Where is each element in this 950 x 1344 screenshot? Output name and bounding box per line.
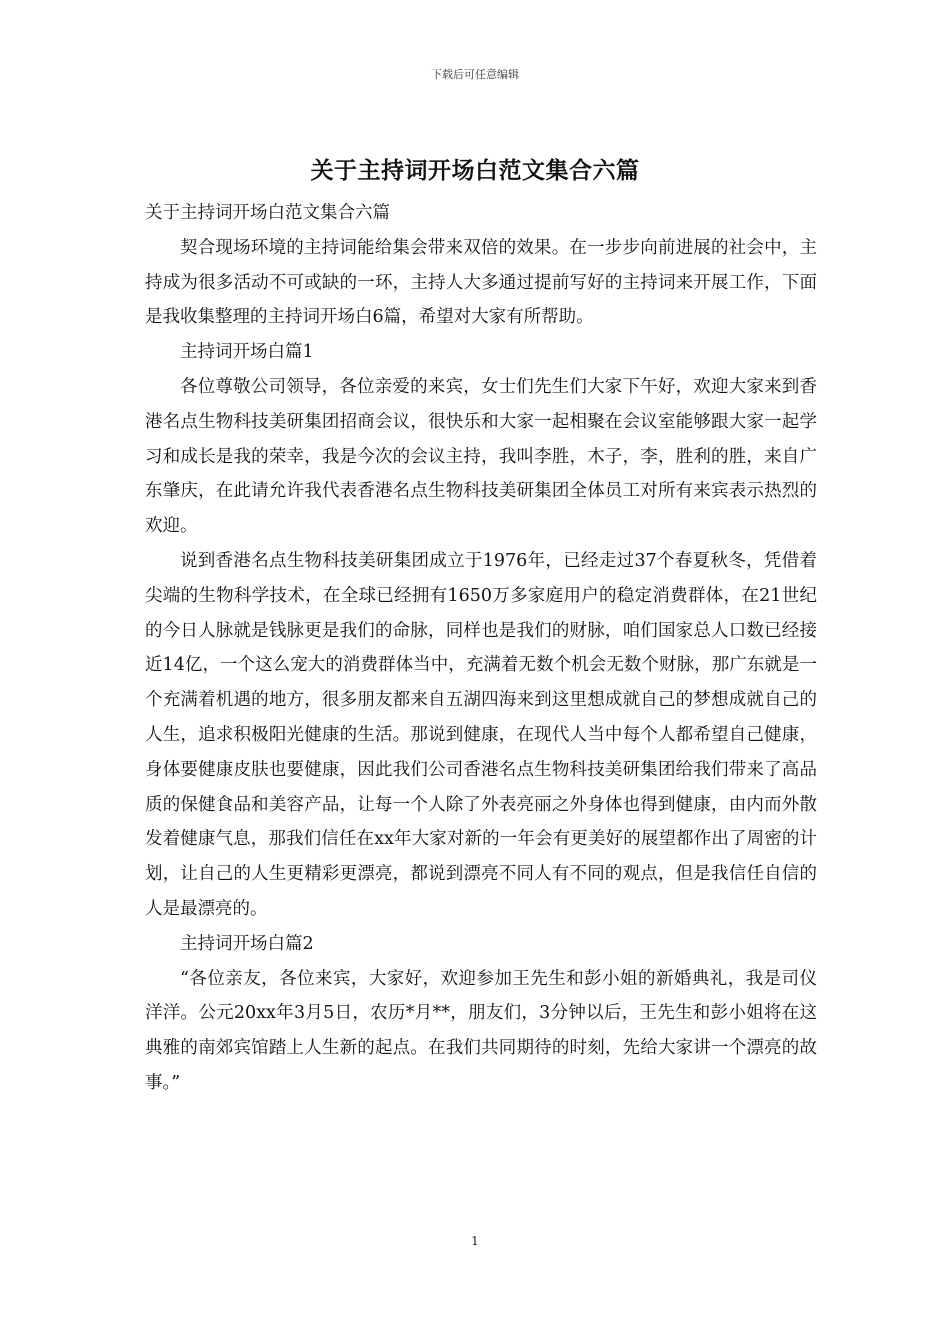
- section-2-paragraph-1: “各位亲友，各位来宾，大家好，欢迎参加王先生和彭小姐的新婚典礼，我是司仪洋洋。公元20xx年3月5日，农历*月**，朋友们，3分钟以后，王先生和彭小姐将在这典雅的南郊宾馆踏上人生新的起点。在我们共同期待的时刻，先给大家讲一个漂亮的故事。”: [145, 968, 817, 1093]
- page-header: 下载后可任意编辑: [431, 68, 519, 81]
- intro-paragraph: 契合现场环境的主持词能给集会带来双倍的效果。在一步步向前进展的社会中，主持成为很多活动不可或缺的一环，主持人大多通过提前写好的主持词来开展工作，下面是我收集整理的主持词开场白6篇，希望对大家有所帮助。: [145, 237, 817, 328]
- subtitle-line: 关于主持词开场白范文集合六篇: [145, 203, 390, 223]
- section-1-paragraph-2: 说到香港名点生物科技美研集团成立于1976年，已经走过37个春夏秋冬，凭借着尖端的生物科学技术，在全球已经拥有1650万多家庭用户的稳定消费群体，在21世纪的今日人脉就是钱脉更是我们的命脉，同样也是我们的财脉，咱们国家总人口数已经接近14亿，一个这么宠大的消费群体当中，充满着无数个机会无数个财脉，那广东就是一个充满着机遇的地方，很多朋友都来自五湖四海来到这里想成就自己的梦想成就自己的人生，追求积极阳光健康的生活。那说到健康，在现代人当中每个人都希望自己健康，身体要健康皮肤也要健康，因此我们公司香港名点生物科技美研集团给我们带来了高品质的保健食品和美容产品，让每一个人除了外表亮丽之外身体也得到健康，由内而外散发着健康气息，那我们信任在xx年大家对新的一年会有更美好的展望都作出了周密的计划，让自己的人生更精彩更漂亮，都说到漂亮不同人有不同的观点，但是我信任自信的人是最漂亮的。: [145, 550, 817, 919]
- document-title: 关于主持词开场白范文集合六篇: [310, 157, 640, 184]
- section-heading-1: 主持词开场白篇1: [180, 342, 314, 363]
- page-number: 1: [471, 1234, 479, 1248]
- section-heading-2: 主持词开场白篇2: [180, 933, 314, 954]
- document-body: [145, 196, 817, 1101]
- section-1-paragraph-1: 各位尊敬公司领导，各位亲爱的来宾，女士们先生们大家下午好，欢迎大家来到香港名点生物科技美研集团招商会议，很快乐和大家一起相聚在会议室能够跟大家一起学习和成长是我的荣幸，我是今次的会议主持，我叫李胜，木子，李，胜利的胜，来自广东肇庆，在此请允许我代表香港名点生物科技美研集团全体员工对所有来宾表示热烈的欢迎。: [145, 376, 817, 537]
